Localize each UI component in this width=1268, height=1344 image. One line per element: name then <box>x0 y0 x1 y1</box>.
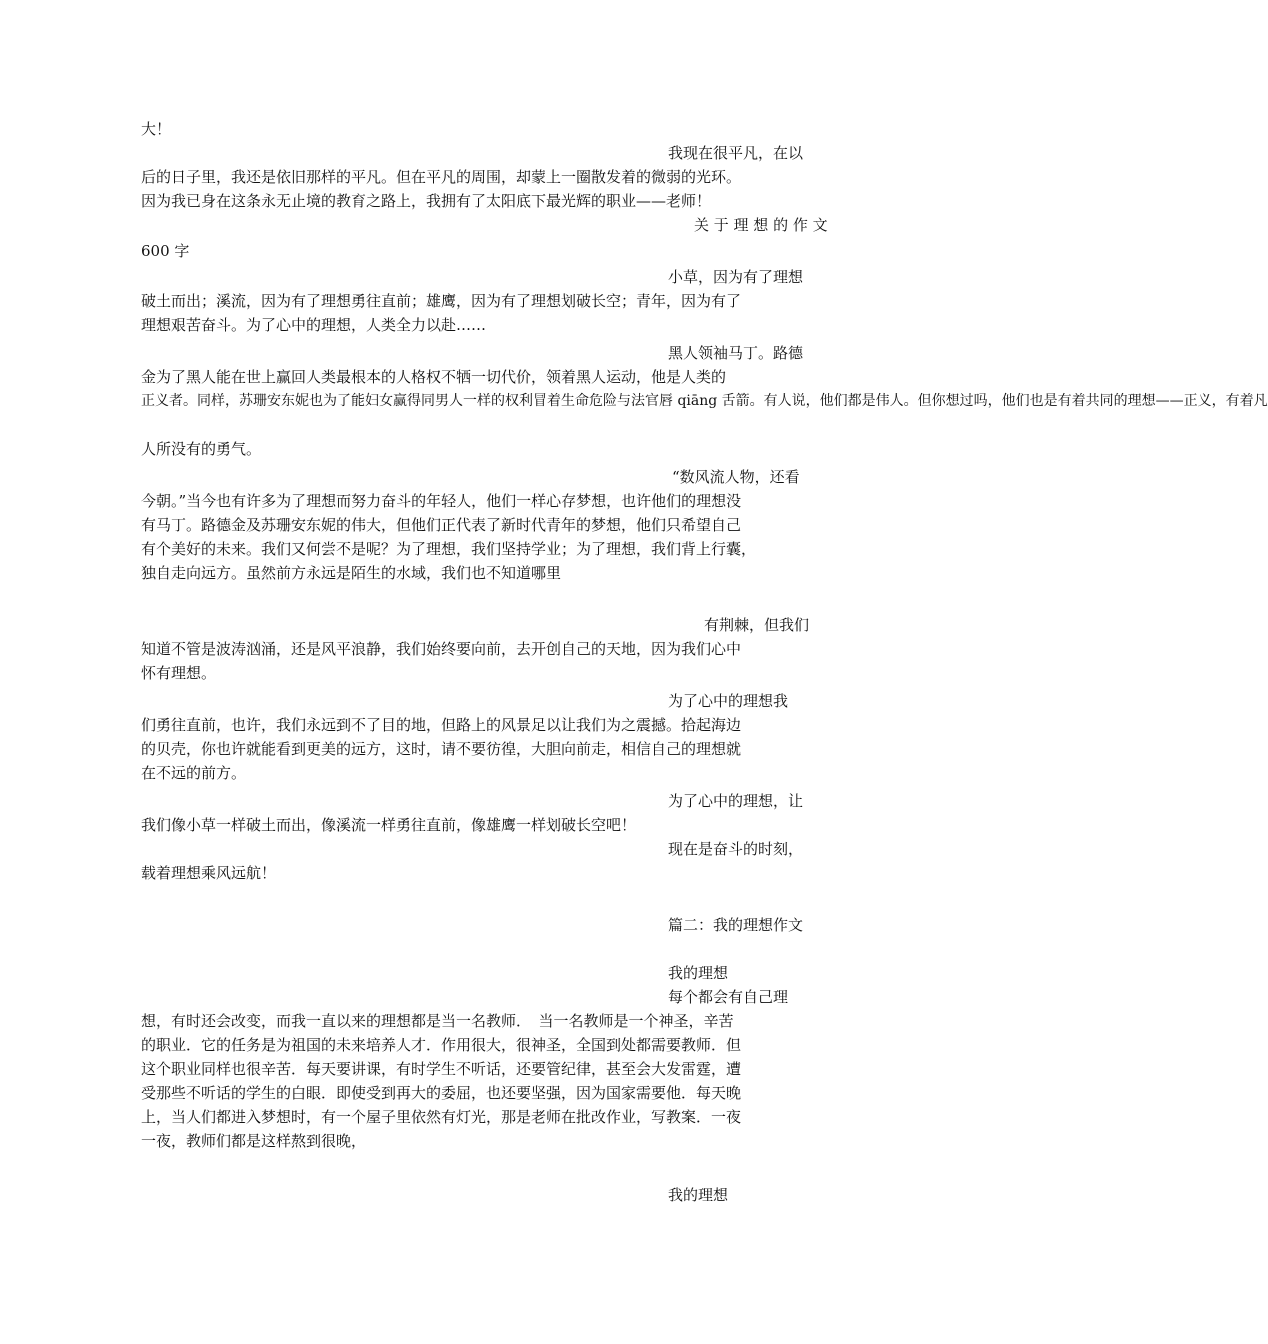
text-line: 一夜，教师们都是这样熬到很晚， <box>141 1132 367 1150</box>
text-line: 为了心中的理想，让 <box>668 792 804 810</box>
text-line: 今朝。”当今也有许多为了理想而努力奋斗的年轻人，他们一样心存梦想，也许他们的理想没 <box>141 492 742 510</box>
text-line: 有马丁。路德金及苏珊安东妮的伟大，但他们正代表了新时代青年的梦想，他们只希望自己 <box>141 516 742 534</box>
text-line: 载着理想乘风远航！ <box>141 864 277 882</box>
text-line: 破土而出；溪流，因为有了理想勇往直前；雄鹰，因为有了理想划破长空；青年，因为有了 <box>141 292 742 310</box>
text-line: 因为我已身在这条永无止境的教育之路上，我拥有了太阳底下最光辉的职业——老师！ <box>141 192 712 210</box>
text-line: 正义者。同样，苏珊安东妮也为了能妇女赢得同男人一样的权利冒着生命危险与法官唇 qiāng 舌箭。有人说，他们都是伟人。但你想过吗，他们也是有着共同的理想——正义，有着凡 <box>141 393 1268 409</box>
text-line: 知道不管是波涛汹涌，还是风平浪静，我们始终要向前，去开创自己的天地，因为我们心中 <box>141 640 742 658</box>
text-line: 我现在很平凡，在以 <box>668 144 804 162</box>
text-line: 人所没有的勇气。 <box>141 440 262 458</box>
text-line: 们勇往直前，也许，我们永远到不了目的地，但路上的风景足以让我们为之震撼。拾起海边 <box>141 716 742 734</box>
text-line: 现在是奋斗的时刻， <box>668 840 804 858</box>
text-line: 有荆棘，但我们 <box>704 616 810 634</box>
text-line: 小草，因为有了理想 <box>668 268 804 286</box>
text-line: 在不远的前方。 <box>141 764 247 782</box>
text-line: 关 于 理 想 的 作 文 <box>694 216 828 234</box>
text-line: 独自走向远方。虽然前方永远是陌生的水域，我们也不知道哪里 <box>141 564 562 582</box>
text-line: 的贝壳，你也许就能看到更美的远方，这时，请不要彷徨，大胆向前走，相信自己的理想就 <box>141 740 742 758</box>
text-line: 黑人领袖马丁。路德 <box>668 344 804 362</box>
text-line: 每个都会有自己理 <box>668 988 789 1006</box>
text-line: 这个职业同样也很辛苦．每天要讲课，有时学生不听话，还要管纪律，甚至会大发雷霆，遭 <box>141 1060 742 1078</box>
text-line: 的职业．它的任务是为祖国的未来培养人才．作用很大，很神圣，全国到处都需要教师．但 <box>141 1036 742 1054</box>
text-line: 为了心中的理想我 <box>668 692 789 710</box>
text-line: 受那些不听话的学生的白眼．即使受到再大的委屈，也还要坚强，因为国家需要他．每天晚 <box>141 1084 742 1102</box>
article-title: 我的理想 <box>668 964 729 982</box>
text-line: “数风流人物，还看 <box>672 468 800 486</box>
section-heading: 篇二：我的理想作文 <box>668 916 804 934</box>
text-line: 我们像小草一样破土而出，像溪流一样勇往直前，像雄鹰一样划破长空吧！ <box>141 816 637 834</box>
article-title: 我的理想 <box>668 1186 729 1204</box>
text-line: 大！ <box>141 120 172 138</box>
text-line: 理想艰苦奋斗。为了心中的理想，人类全力以赴…… <box>141 316 487 334</box>
text-line: 怀有理想。 <box>141 664 217 682</box>
text-line: 有个美好的未来。我们又何尝不是呢？为了理想，我们坚持学业；为了理想，我们背上行囊， <box>141 540 757 558</box>
text-line: 上，当人们都进入梦想时，有一个屋子里依然有灯光，那是老师在批改作业，写教案．一夜 <box>141 1108 742 1126</box>
text-line: 后的日子里，我还是依旧那样的平凡。但在平凡的周围，却蒙上一圈散发着的微弱的光环。 <box>141 168 742 186</box>
text-line: 600 字 <box>141 242 190 260</box>
text-line: 想，有时还会改变，而我一直以来的理想都是当一名教师． 当一名教师是一个神圣，辛苦 <box>141 1012 734 1030</box>
text-line: 金为了黑人能在世上赢回人类最根本的人格权不牺一切代价，领着黑人运动，他是人类的 <box>141 368 727 386</box>
